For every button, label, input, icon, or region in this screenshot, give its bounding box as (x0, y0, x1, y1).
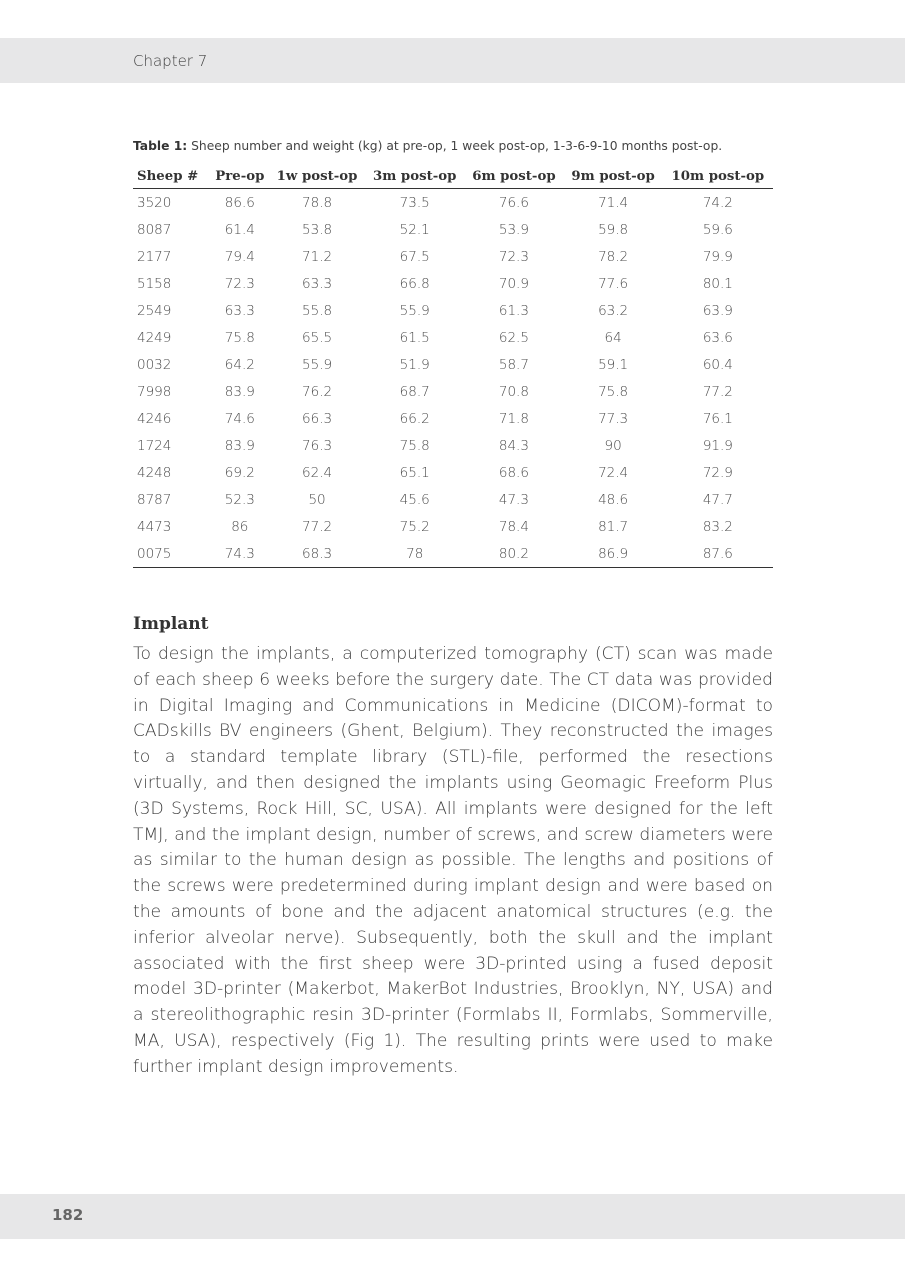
sheep-id-cell: 8087 (137, 221, 172, 238)
weight-cell: 62.4 (302, 464, 333, 481)
weight-cell: 66.8 (399, 275, 430, 292)
weight-cell: 90 (604, 437, 622, 454)
table-row (133, 324, 773, 351)
column-header: Pre-op (211, 164, 269, 189)
weight-cell: 73.5 (399, 194, 430, 211)
weight-cell: 79.9 (702, 248, 733, 265)
column-header: 3m post-op (365, 164, 464, 189)
weight-cell: 64.2 (224, 356, 255, 373)
weight-cell: 65.1 (399, 464, 430, 481)
sheep-id-cell: 1724 (137, 437, 172, 454)
weight-cell: 45.6 (399, 491, 430, 508)
table-row (133, 432, 773, 459)
weight-cell: 50 (308, 491, 326, 508)
weight-cell: 58.7 (498, 356, 529, 373)
weight-cell: 70.8 (498, 383, 529, 400)
weight-cell: 61.5 (399, 329, 430, 346)
section-title: Implant (133, 614, 209, 634)
sheep-id-cell: 0075 (133, 540, 211, 568)
column-header: 9m post-op (564, 164, 663, 189)
chapter-label: Chapter 7 (133, 52, 208, 70)
weight-cell: 87.6 (663, 540, 773, 568)
table-row (133, 378, 773, 405)
weight-cell: 75.8 (598, 383, 629, 400)
sheep-id-cell: 4246 (137, 410, 172, 427)
table-row (133, 216, 773, 243)
sheep-id-cell: 4473 (137, 518, 172, 535)
weight-cell: 60.4 (702, 356, 733, 373)
weight-cell: 78.8 (302, 194, 333, 211)
weight-cell: 68.7 (399, 383, 430, 400)
weight-cell: 68.3 (269, 540, 365, 568)
weight-cell: 77.2 (702, 383, 733, 400)
weight-cell: 47.7 (702, 491, 733, 508)
weight-cell: 63.3 (224, 302, 255, 319)
table-row (133, 513, 773, 540)
weight-cell: 71.8 (498, 410, 529, 427)
weight-cell: 84.3 (498, 437, 529, 454)
weight-cell: 75.2 (399, 518, 430, 535)
sheep-id-cell: 2549 (137, 302, 172, 319)
table-row (133, 270, 773, 297)
weight-cell: 86.9 (564, 540, 663, 568)
weight-cell: 86.6 (224, 194, 255, 211)
weight-cell: 63.9 (702, 302, 733, 319)
weight-cell: 72.4 (598, 464, 629, 481)
weight-cell: 78.4 (498, 518, 529, 535)
table-row (133, 189, 773, 217)
weight-cell: 55.8 (302, 302, 333, 319)
weight-cell: 59.8 (598, 221, 629, 238)
weight-cell: 53.9 (498, 221, 529, 238)
table-caption (133, 139, 773, 153)
page-number: 182 (52, 1206, 84, 1224)
weight-cell: 71.2 (302, 248, 333, 265)
table-row (133, 405, 773, 432)
weight-cell: 70.9 (498, 275, 529, 292)
weight-cell: 64 (604, 329, 622, 346)
weight-cell: 59.6 (702, 221, 733, 238)
sheep-id-cell: 2177 (137, 248, 172, 265)
weight-cell: 62.5 (498, 329, 529, 346)
weight-cell: 75.8 (399, 437, 430, 454)
weight-cell: 76.2 (302, 383, 333, 400)
column-header: 10m post-op (663, 164, 773, 189)
table-row (133, 540, 773, 568)
weight-cell: 55.9 (302, 356, 333, 373)
weight-cell: 68.6 (498, 464, 529, 481)
weight-cell: 65.5 (302, 329, 333, 346)
weight-cell: 72.9 (702, 464, 733, 481)
footer-band (0, 1194, 905, 1239)
sheep-id-cell: 7998 (137, 383, 172, 400)
weight-cell: 78.2 (598, 248, 629, 265)
weight-cell: 61.3 (498, 302, 529, 319)
weight-cell: 59.1 (598, 356, 629, 373)
weight-cell: 79.4 (224, 248, 255, 265)
table-row (133, 486, 773, 513)
weight-cell: 78 (365, 540, 464, 568)
weight-cell: 86 (231, 518, 249, 535)
sheep-id-cell: 0032 (137, 356, 172, 373)
weight-cell: 47.3 (498, 491, 529, 508)
weight-cell: 80.1 (702, 275, 733, 292)
section-body: To design the implants, a computerized tomography (CT) scan was made of each sheep 6 weeks before the surgery date. The CT data was provided in Digital Imaging and Communications in Medicine (DICOM)-format to CADskills BV engineers (Ghent, Belgium). They reconstructed the images to a standard template library (STL)-file, performed the resections virtually, and then designed the implants using Geomagic Freeform Plus (3D Systems, Rock Hill, SC, USA). All implants were designed for the left TMJ, and the implant design, number of screws, and screw diameters were as similar to the human design as possible. The lengths and positions of the screws were predetermined during implant design and were based on the amounts of bone and the adjacent anatomical structures (e.g. the inferior alveolar nerve). Subsequently, both the skull and the implant associated with the first sheep were 3D-printed using a fused deposit model 3D-printer (Makerbot, MakerBot Industries, Brooklyn, NY, USA) and a stereolithographic resin 3D-printer (Formlabs II, Formlabs, Sommerville, MA, USA), respectively (Fig 1). The resulting prints were used to make further implant design improvements. (133, 644, 773, 1077)
weight-cell: 80.2 (464, 540, 563, 568)
table-header-row (133, 164, 773, 189)
sheep-id-cell: 5158 (137, 275, 172, 292)
table-body (133, 189, 773, 568)
weight-cell: 53.8 (302, 221, 333, 238)
weight-cell: 51.9 (399, 356, 430, 373)
weight-cell: 55.9 (399, 302, 430, 319)
weight-cell: 83.9 (224, 437, 255, 454)
weight-cell: 75.8 (224, 329, 255, 346)
weight-cell: 76.1 (702, 410, 733, 427)
weight-cell: 81.7 (598, 518, 629, 535)
weight-cell: 69.2 (224, 464, 255, 481)
weight-cell: 83.2 (702, 518, 733, 535)
sheep-id-cell: 4248 (137, 464, 172, 481)
weight-cell: 52.3 (224, 491, 255, 508)
column-header: 6m post-op (464, 164, 563, 189)
weight-cell: 76.6 (498, 194, 529, 211)
weight-cell: 52.1 (399, 221, 430, 238)
weight-cell: 67.5 (399, 248, 430, 265)
weight-cell: 74.3 (211, 540, 269, 568)
table-row (133, 459, 773, 486)
weight-cell: 77.6 (598, 275, 629, 292)
weight-cell: 72.3 (498, 248, 529, 265)
sheep-id-cell: 8787 (137, 491, 172, 508)
weight-cell: 48.6 (598, 491, 629, 508)
sheep-id-cell: 4249 (137, 329, 172, 346)
sheep-id-cell: 3520 (137, 194, 172, 211)
table-caption-text: Sheep number and weight (kg) at pre-op, 1 week post-op, 1-3-6-9-10 months post-op. (187, 139, 723, 153)
weight-cell: 66.3 (302, 410, 333, 427)
weight-cell: 76.3 (302, 437, 333, 454)
weight-cell: 61.4 (224, 221, 255, 238)
sheep-weight-table (133, 164, 773, 568)
weight-cell: 77.2 (302, 518, 333, 535)
column-header: 1w post-op (269, 164, 365, 189)
weight-cell: 91.9 (702, 437, 733, 454)
weight-cell: 83.9 (224, 383, 255, 400)
weight-cell: 66.2 (399, 410, 430, 427)
table-caption-label: Table 1: (133, 139, 188, 153)
table-row (133, 351, 773, 378)
weight-cell: 63.6 (702, 329, 733, 346)
weight-cell: 72.3 (224, 275, 255, 292)
weight-cell: 63.2 (598, 302, 629, 319)
weight-cell: 74.6 (224, 410, 255, 427)
weight-cell: 74.2 (702, 194, 733, 211)
column-header: Sheep # (133, 164, 211, 189)
table-row (133, 297, 773, 324)
weight-cell: 71.4 (598, 194, 629, 211)
weight-cell: 77.3 (598, 410, 629, 427)
table-row (133, 243, 773, 270)
weight-cell: 63.3 (302, 275, 333, 292)
